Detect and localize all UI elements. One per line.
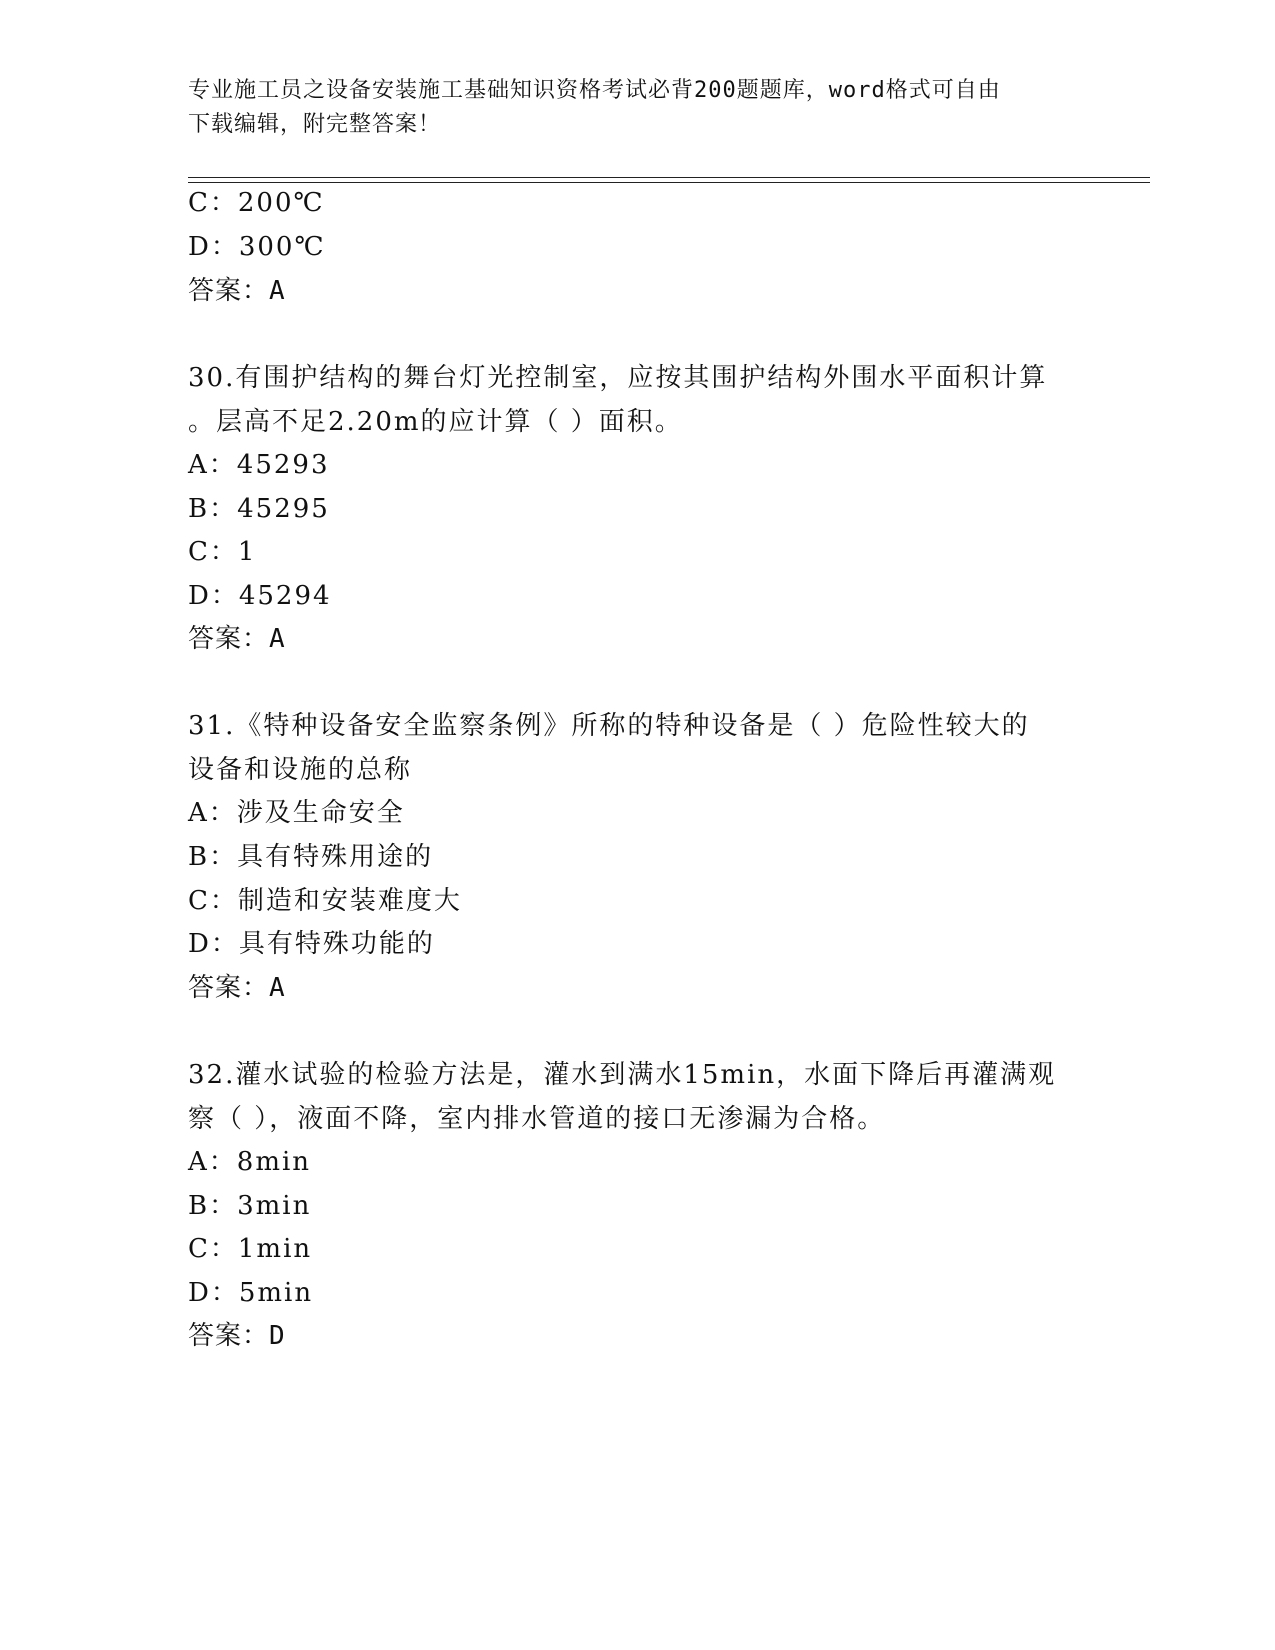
question-32-option-c: C：1min — [188, 1234, 313, 1264]
question-31-option-d: D：具有特殊功能的 — [188, 929, 435, 959]
question-30-option-a: A：45293 — [188, 450, 330, 480]
question-31-option-c: C：制造和安装难度大 — [188, 886, 462, 916]
question-30-answer: 答案：A — [188, 624, 286, 654]
question-32-stem-line-1: 32.灌水试验的检验方法是，灌水到满水15min，水面下降后再灌满观 — [188, 1060, 1057, 1090]
question-32-stem-line-2: 察（ ），液面不降，室内排水管道的接口无渗漏为合格。 — [188, 1104, 886, 1134]
prev-option-d: D：300℃ — [188, 232, 326, 262]
header-divider-top — [188, 177, 1150, 178]
question-30-option-b: B：45295 — [188, 494, 330, 524]
header-divider-bottom — [188, 182, 1150, 183]
document-header — [188, 74, 1088, 142]
prev-option-c: C：200℃ — [188, 188, 325, 218]
question-31-answer: 答案：A — [188, 973, 286, 1003]
question-32-option-b: B：3min — [188, 1191, 312, 1221]
question-31-stem-line-1: 31.《特种设备安全监察条例》所称的特种设备是（ ）危险性较大的 — [188, 711, 1030, 741]
question-32-answer: 答案：D — [188, 1321, 286, 1351]
question-30-stem-line-1: 30.有围护结构的舞台灯光控制室，应按其围护结构外围水平面积计算 — [188, 363, 1048, 393]
question-31-stem-line-2: 设备和设施的总称 — [188, 755, 413, 785]
question-31-option-a: A：涉及生命安全 — [188, 798, 405, 828]
question-30-stem-line-2: 。层高不足2.20m的应计算（ ）面积。 — [188, 407, 683, 437]
header-title-line-1: 专业施工员之设备安装施工基础知识资格考试必背200题题库，word格式可自由 — [188, 78, 1001, 103]
question-30-option-c: C：1 — [188, 537, 257, 567]
prev-answer: 答案：A — [188, 276, 286, 306]
question-31-option-b: B：具有特殊用途的 — [188, 842, 434, 872]
question-32-option-a: A：8min — [188, 1147, 312, 1177]
question-32-option-d: D：5min — [188, 1278, 314, 1308]
header-title-line-2: 下载编辑，附完整答案！ — [188, 112, 442, 137]
question-30-option-d: D：45294 — [188, 581, 332, 611]
